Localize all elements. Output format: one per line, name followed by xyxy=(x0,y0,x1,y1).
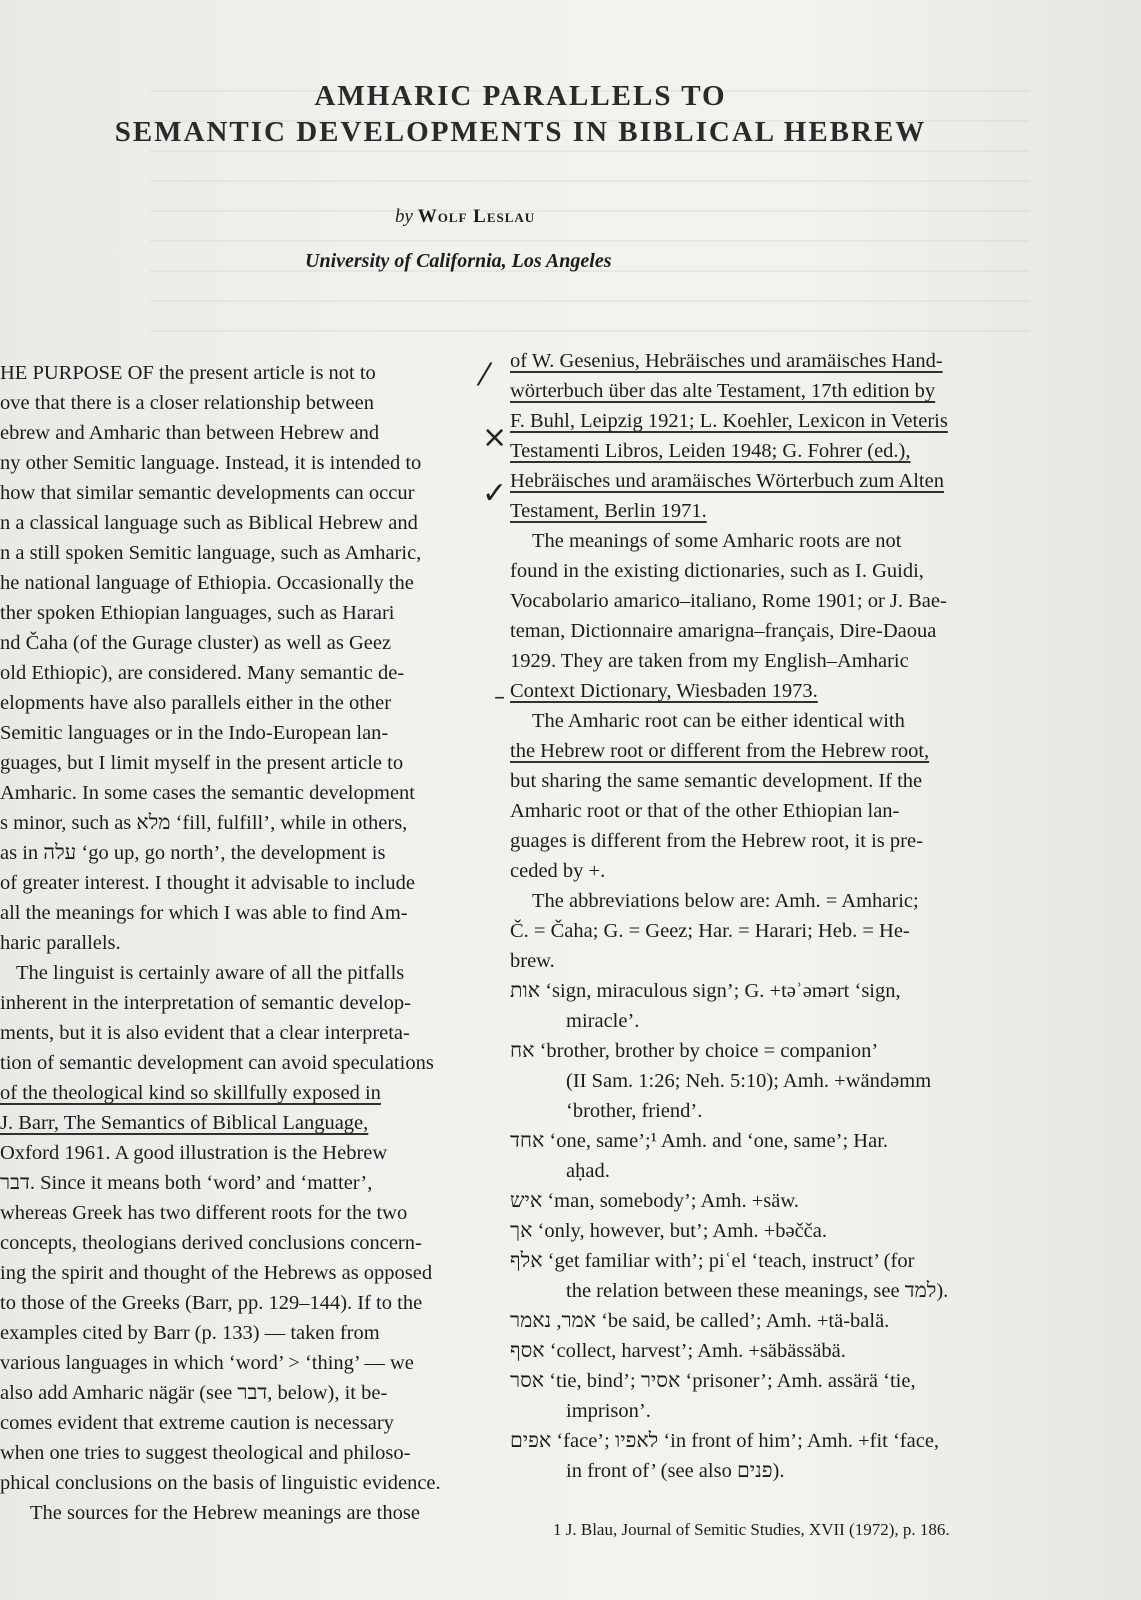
text-line: Amharic root or that of the other Ethiopian lan- xyxy=(510,800,900,822)
text-line: guages, but I limit myself in the present article to xyxy=(0,752,404,774)
text-line: to those of the Greeks (Barr, pp. 129–144). If to the xyxy=(0,1292,423,1314)
text-line: ther spoken Ethiopian languages, such as Harari xyxy=(0,602,395,624)
text-line: miracle’. xyxy=(566,1010,640,1032)
text-line: ceded by +. xyxy=(510,860,606,882)
entry-line: אמר, נאמר ‘be said, be called’; Amh. +tä-balä. xyxy=(510,1310,890,1332)
text-line: Testament, Berlin 1971. xyxy=(510,500,707,522)
text-line: The abbreviations below are: Amh. = Amharic; xyxy=(532,890,919,912)
text-line: Hebräisches und aramäisches Wörterbuch zum Alten xyxy=(510,470,944,492)
byline xyxy=(395,206,535,228)
text-line: 1929. They are taken from my English–Amharic xyxy=(510,650,909,672)
article-title-line2: SEMANTIC DEVELOPMENTS IN BIBLICAL HEBREW xyxy=(114,116,927,148)
text-line: also add Amharic nägär (see דבר, below), it be- xyxy=(0,1382,388,1404)
text-line: Č. = Čaha; G. = Geez; Har. = Harari; Heb. = He- xyxy=(510,920,910,942)
text-line: ments, but it is also evident that a clear interpreta- xyxy=(0,1022,410,1044)
text-line: (II Sam. 1:26; Neh. 5:10); Amh. +wändəmm xyxy=(566,1070,932,1092)
text-line: concepts, theologians derived conclusions concern- xyxy=(0,1232,422,1254)
text-line: the Hebrew root or different from the Hebrew root, xyxy=(510,740,930,762)
text-line: Testamenti Libros, Leiden 1948; G. Fohrer (ed.), xyxy=(510,440,911,462)
text-line: ny other Semitic language. Instead, it is intended to xyxy=(0,452,422,474)
text-line: elopments have also parallels either in the other xyxy=(0,692,392,714)
text-line: ‘brother, friend’. xyxy=(566,1100,703,1122)
text-line: ing the spirit and thought of the Hebrews as opposed xyxy=(0,1262,433,1284)
text-line: imprison’. xyxy=(566,1400,651,1422)
text-line: HE PURPOSE OF the present article is not to xyxy=(0,362,376,384)
text-line: old Ethiopic), are considered. Many semantic de- xyxy=(0,662,405,684)
text-line: דבר. Since it means both ‘word’ and ‘matter’, xyxy=(0,1172,373,1194)
text-line: how that similar semantic developments can occur xyxy=(0,482,415,504)
entry-line: אות ‘sign, miraculous sign’; G. +təʾəmərt ‘sign, xyxy=(510,980,901,1002)
entry-line: אחד ‘one, same’;¹ Amh. and ‘one, same’; Har. xyxy=(510,1130,889,1152)
text-line: The meanings of some Amharic roots are not xyxy=(532,530,902,552)
entry-line: אסף ‘collect, harvest’; Amh. +säbässäbä. xyxy=(510,1340,846,1362)
text-line: tion of semantic development can avoid speculations xyxy=(0,1052,434,1074)
text-line: wörterbuch über das alte Testament, 17th edition by xyxy=(510,380,936,402)
entry-line: אך ‘only, however, but’; Amh. +bəčča. xyxy=(510,1220,827,1242)
text-line: nd Čaha (of the Gurage cluster) as well as Geez xyxy=(0,632,392,654)
text-line: The Amharic root can be either identical with xyxy=(532,710,905,732)
text-line: Semitic languages or in the Indo-European lan- xyxy=(0,722,389,744)
text-line: he national language of Ethiopia. Occasionally the xyxy=(0,572,414,594)
text-line: The linguist is certainly aware of all the pitfalls xyxy=(16,962,405,984)
pen-check-mark: ⁄ xyxy=(482,358,488,393)
text-line: but sharing the same semantic development. If the xyxy=(510,770,923,792)
text-line: found in the existing dictionaries, such as I. Guidi, xyxy=(510,560,924,582)
text-line: of the theological kind so skillfully exposed in xyxy=(0,1082,381,1104)
entry-line: אסר ‘tie, bind’; אסיר ‘prisoner’; Amh. assärä ‘tie, xyxy=(510,1370,916,1392)
entry-line: אלף ‘get familiar with’; piʿel ‘teach, instruct’ (for xyxy=(510,1250,915,1272)
text-line: inherent in the interpretation of semantic develop- xyxy=(0,992,411,1014)
pen-check-mark: ✓ xyxy=(482,476,508,511)
text-line: the relation between these meanings, see למד). xyxy=(566,1280,949,1302)
text-line: Context Dictionary, Wiesbaden 1973. xyxy=(510,680,818,702)
text-line: s minor, such as מלא ‘fill, fulfill’, while in others, xyxy=(0,812,408,834)
text-line: J. Barr, The Semantics of Biblical Language, xyxy=(0,1112,369,1134)
entry-line: אח ‘brother, brother by choice = companion’ xyxy=(510,1040,879,1062)
text-line: in front of’ (see also פנים). xyxy=(566,1460,785,1482)
text-line: whereas Greek has two different roots for the two xyxy=(0,1202,408,1224)
text-line: aḥad. xyxy=(566,1160,610,1182)
affiliation: University of California, Los Angeles xyxy=(305,250,612,272)
text-line: haric parallels. xyxy=(0,932,121,954)
text-line: ebrew and Amharic than between Hebrew and xyxy=(0,422,380,444)
text-line: of greater interest. I thought it advisable to include xyxy=(0,872,415,894)
text-line: Oxford 1961. A good illustration is the Hebrew xyxy=(0,1142,388,1164)
pen-dash-mark: – xyxy=(494,685,505,710)
text-line: Vocabolario amarico–italiano, Rome 1901; or J. Bae- xyxy=(510,590,947,612)
text-line: phical conclusions on the basis of linguistic evidence. xyxy=(0,1472,441,1494)
text-line: various languages in which ‘word’ > ‘thing’ — we xyxy=(0,1352,414,1374)
text-line: teman, Dictionnaire amarigna–français, Dire-Daoua xyxy=(510,620,937,642)
pen-cross-mark: × xyxy=(482,420,508,455)
text-line: Amharic. In some cases the semantic development xyxy=(0,782,415,804)
byline-prefix: by xyxy=(395,206,413,227)
text-line: of W. Gesenius, Hebräisches und aramäisches Hand- xyxy=(510,350,943,372)
footnote: 1 J. Blau, Journal of Semitic Studies, XVII (1972), p. 186. xyxy=(553,1520,950,1539)
text-line: when one tries to suggest theological and philoso- xyxy=(0,1442,411,1464)
author-name: Wolf Leslau xyxy=(417,206,536,227)
entry-line: אפים ‘face’; לאפיו ‘in front of him’; Amh. +fit ‘face, xyxy=(510,1430,940,1452)
text-line: F. Buhl, Leipzig 1921; L. Koehler, Lexicon in Veteris xyxy=(510,410,948,432)
text-line: guages is different from the Hebrew root, it is pre- xyxy=(510,830,923,852)
text-line: n a classical language such as Biblical Hebrew and xyxy=(0,512,418,534)
text-line: examples cited by Barr (p. 133) — taken from xyxy=(0,1322,380,1344)
text-line: The sources for the Hebrew meanings are those xyxy=(30,1502,420,1524)
text-line: ove that there is a closer relationship between xyxy=(0,392,374,414)
article-title-line1: AMHARIC PARALLELS TO xyxy=(314,80,727,112)
entry-line: איש ‘man, somebody’; Amh. +säw. xyxy=(510,1190,799,1212)
text-line: comes evident that extreme caution is necessary xyxy=(0,1412,394,1434)
text-line: all the meanings for which I was able to find Am- xyxy=(0,902,408,924)
text-line: as in עלה ‘go up, go north’, the development is xyxy=(0,842,386,864)
text-line: brew. xyxy=(510,950,555,972)
text-line: n a still spoken Semitic language, such as Amharic, xyxy=(0,542,422,564)
